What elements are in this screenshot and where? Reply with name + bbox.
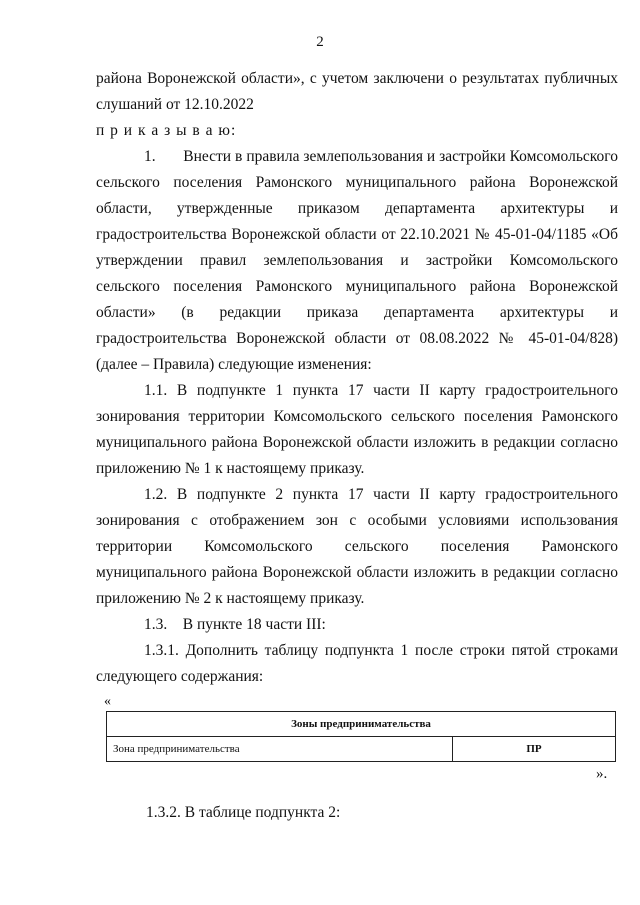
text-line: области, утвержденные приказом департамента архитектуры и [96, 200, 618, 217]
text-line: 1.3. В пункте 18 части III: [144, 616, 326, 633]
text-line: области» (в редакции приказа департамента архитектуры и [96, 304, 618, 321]
text-line: утверждении правил землепользования и застройки Комсомольского [96, 252, 618, 269]
text-line: 1.1. В подпункте 1 пункта 17 части II карту градостроительного [144, 382, 618, 399]
text-line: 1.3.2. В таблице подпункта 2: [146, 804, 341, 821]
text-line: (далее – Правила) следующие изменения: [96, 356, 372, 373]
text-line: градостроительства Воронежской области от 08.08.2022 № 45-01-04/828) [96, 330, 618, 347]
text-line: сельского поселения Рамонского муниципального района Воронежской [96, 174, 618, 191]
text-line: следующего содержания: [96, 668, 264, 685]
text-line: 1. Внести в правила землепользования и застройки Комсомольского [144, 148, 618, 165]
text-line: муниципального района Воронежской области изложить в редакции согласно [96, 434, 618, 451]
text-line: зонирования территории Комсомольского сельского поселения Рамонского [96, 408, 618, 425]
text-line: слушаний от 12.10.2022 [96, 96, 254, 113]
closing-quote: ». [596, 766, 608, 782]
zone-name-cell: Зона предпринимательства [107, 737, 453, 762]
document-body [96, 66, 618, 690]
text-line: градостроительства Воронежской области от 22.10.2021 № 45-01-04/1185 «Об [96, 226, 618, 243]
text-line: приложению № 2 к настоящему приказу. [96, 590, 365, 607]
text-line: приложению № 1 к настоящему приказу. [96, 460, 365, 477]
zone-code-cell: ПР [453, 737, 616, 762]
order-word: п р и к а з ы в а ю: [96, 122, 237, 139]
text-line: сельского поселения Рамонского муниципального района Воронежской [96, 278, 618, 295]
table-header-row [107, 712, 616, 737]
opening-quote: « [104, 694, 111, 709]
page-number: 2 [316, 34, 324, 50]
text-line: района Воронежской области», с учетом заключени о результатах публичных [96, 70, 618, 87]
table-row [107, 737, 616, 762]
text-line: 1.2. В подпункте 2 пункта 17 части II карту градостроительного [144, 486, 618, 503]
text-line: территории Комсомольского сельского поселения Рамонского [96, 538, 618, 555]
table-header-cell: Зоны предпринимательства [107, 712, 616, 737]
document-body-continued [96, 800, 618, 826]
zones-table [106, 711, 616, 762]
text-line: зонирования с отображением зон с особыми условиями использования [96, 512, 618, 529]
text-line: муниципального района Воронежской области изложить в редакции согласно [96, 564, 618, 581]
text-line: 1.3.1. Дополнить таблицу подпункта 1 после строки пятой строками [144, 642, 618, 659]
